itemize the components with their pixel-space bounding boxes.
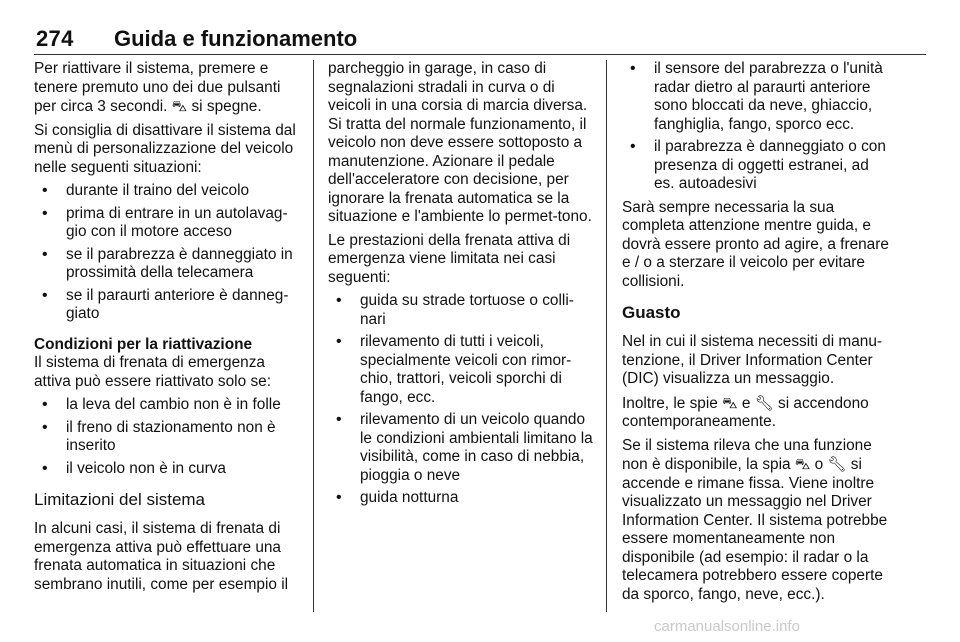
subheading: Condizioni per la riattivazione bbox=[34, 335, 253, 353]
list-item: • il parabrezza è danneggiato o con presenza di oggetti estranei, ad es. autoadesivi bbox=[622, 138, 892, 194]
page-header bbox=[34, 18, 926, 52]
wrench-icon: 🔧︎ bbox=[754, 393, 774, 412]
paragraph: Si consiglia di disattivare il sistema dal menù di personalizzazione del veicolo nelle seguenti situazioni: bbox=[34, 121, 296, 176]
paragraph: Inoltre, le spie ⛍ e 🔧︎ si accendono contemporaneamente. bbox=[622, 393, 869, 430]
paragraph: Le prestazioni della frenata attiva di emergenza viene limitata nei casi seguenti: bbox=[328, 231, 571, 286]
bullet-list bbox=[328, 292, 596, 508]
bullet-list bbox=[34, 182, 302, 324]
paragraph: parcheggio in garage, in caso di segnalazioni stradali in curva o di veicoli in una corsia di marcia diversa. Si tratta del normale funzionamento, il veicolo non deve essere sottoposto a manutenzione. Azionare il pedale dell'acceleratore con decisione, per ignorare la frenata automatica se la situazione e l'ambiente lo permet-tono. bbox=[328, 60, 592, 225]
list-item: • prima di entrare in un autolavag-gio con il motore acceso bbox=[34, 205, 302, 242]
car-collision-icon: ⛍ bbox=[171, 97, 188, 115]
car-collision-icon: ⛍ bbox=[794, 455, 811, 473]
paragraph: Se il sistema rileva che una funzione non è disponibile, la spia ⛍ o 🔧︎ si accende e rimane fissa. Viene inoltre visualizzato un messaggio nel Driver Information Center. Il sistema potrebbe essere momentaneamente non disponibile (ad esempio: il radar o la telecamera potrebbero essere coperte da sporco, fango, neve, ecc.). bbox=[622, 436, 888, 603]
list-item: • rilevamento di un veicolo quando le condizioni ambientali limitano la visibilità, come in caso di nebbia, pioggia o neve bbox=[328, 411, 596, 485]
column-middle bbox=[328, 60, 596, 513]
section-heading: Limitazioni del sistema bbox=[34, 490, 206, 509]
list-item: • il sensore del parabrezza o l'unità radar dietro al paraurti anteriore sono bloccati da neve, ghiaccio, fanghiglia, fango, sporco ecc. bbox=[622, 60, 892, 134]
list-item: • guida notturna bbox=[328, 489, 596, 508]
header-divider bbox=[34, 54, 926, 55]
column-left bbox=[34, 60, 302, 599]
paragraph: Sarà sempre necessaria la sua completa attenzione mentre guida, e dovrà essere pronto ad agire, a frenare e / o a sterzare il veicolo per evitare collisioni. bbox=[622, 198, 889, 290]
watermark: carmanualsonline.info bbox=[654, 618, 800, 635]
list-item: • guida su strade tortuose o colli-nari bbox=[328, 292, 596, 329]
list-item: • se il parabrezza è danneggiato in prossimità della telecamera bbox=[34, 246, 302, 283]
wrench-icon: 🔧︎ bbox=[827, 455, 847, 473]
running-title: Guida e funzionamento bbox=[114, 26, 358, 51]
column-right bbox=[622, 60, 892, 609]
bullet-list bbox=[622, 60, 892, 194]
list-item: • il veicolo non è in curva bbox=[34, 460, 302, 479]
list-item: • rilevamento di tutti i veicoli, specialmente veicoli con rimor-chio, trattori, veicoli sporchi di fango, ecc. bbox=[328, 333, 596, 407]
column-divider bbox=[606, 60, 607, 612]
paragraph: Per riattivare il sistema, premere e tenere premuto uno dei due pulsanti per circa 3 secondi. ⛍ si spegne. bbox=[34, 60, 281, 115]
column-divider bbox=[313, 60, 314, 612]
paragraph: In alcuni casi, il sistema di frenata di emergenza attiva può effettuare una frenata automatica in situazioni che sembrano inutili, come per esempio il bbox=[34, 520, 289, 593]
list-item: • la leva del cambio non è in folle bbox=[34, 396, 302, 415]
list-item: • se il paraurti anteriore è danneg-giato bbox=[34, 287, 302, 324]
list-item: • durante il traino del veicolo bbox=[34, 182, 302, 201]
paragraph: Il sistema di frenata di emergenza attiva può essere riattivato solo se: bbox=[34, 354, 271, 390]
list-item: • il freno di stazionamento non è inserito bbox=[34, 419, 302, 456]
page-number: 274 bbox=[36, 26, 74, 51]
bullet-list bbox=[34, 396, 302, 478]
section-heading: Guasto bbox=[622, 303, 681, 322]
car-collision-icon: ⛍ bbox=[722, 393, 738, 412]
paragraph: Nel in cui il sistema necessiti di manu-tenzione, il Driver Information Center (DIC) visualizza un messaggio. bbox=[622, 333, 883, 387]
